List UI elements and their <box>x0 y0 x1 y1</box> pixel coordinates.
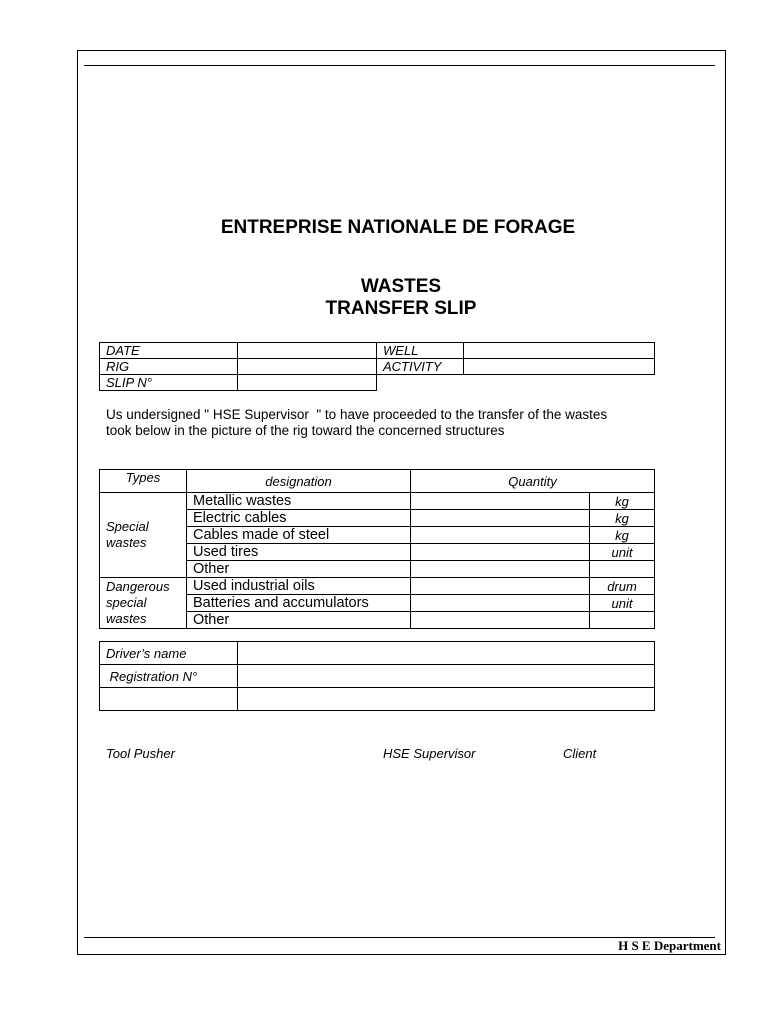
special-label-1: Special <box>106 519 149 534</box>
unit-cell: kg <box>590 493 655 510</box>
dangerous-label-1: Dangerous <box>106 579 170 594</box>
top-rule <box>84 65 715 66</box>
extra-field[interactable] <box>238 688 655 711</box>
well-label: WELL <box>377 343 464 359</box>
empty-cell <box>377 375 655 391</box>
quantity-field[interactable] <box>411 595 590 612</box>
dangerous-wastes-type <box>100 578 187 629</box>
activity-field[interactable] <box>464 359 655 375</box>
quantity-field[interactable] <box>411 544 590 561</box>
quantity-field[interactable] <box>411 510 590 527</box>
quantity-field[interactable] <box>411 493 590 510</box>
waste-table <box>99 469 655 629</box>
driver-table <box>99 641 655 711</box>
designation-cell: Used industrial oils <box>187 578 411 595</box>
designation-cell: Other <box>187 561 411 578</box>
unit-cell: kg <box>590 510 655 527</box>
company-name: ENTREPRISE NATIONALE DE FORAGE <box>220 217 576 238</box>
registration-field[interactable] <box>238 665 655 688</box>
quantity-field[interactable] <box>411 561 590 578</box>
slip-field[interactable] <box>238 375 377 391</box>
info-table <box>99 342 655 391</box>
unit-cell: kg <box>590 527 655 544</box>
form-title-line1: WASTES <box>360 276 442 297</box>
dangerous-label-3: wastes <box>106 611 147 626</box>
rig-label: RIG <box>100 359 238 375</box>
footer-department: H S E Department <box>618 938 721 953</box>
well-field[interactable] <box>464 343 655 359</box>
designation-cell: Other <box>187 612 411 629</box>
date-field[interactable] <box>238 343 377 359</box>
special-label-2: wastes <box>106 535 147 550</box>
statement-line-1: Us undersigned " HSE Supervisor " to have proceeded to the transfer of the wastes <box>106 407 608 422</box>
designation-cell: Used tires <box>187 544 411 561</box>
unit-cell <box>590 612 655 629</box>
quantity-field[interactable] <box>411 612 590 629</box>
unit-cell: unit <box>590 544 655 561</box>
hse-supervisor-signature: HSE Supervisor <box>383 746 476 761</box>
registration-label: Registration N° <box>100 665 238 688</box>
col-types: Types <box>100 470 187 493</box>
tool-pusher-signature: Tool Pusher <box>106 746 175 761</box>
statement <box>106 407 607 439</box>
unit-cell <box>590 561 655 578</box>
driver-label: Driver’s name <box>100 642 238 665</box>
rig-field[interactable] <box>238 359 377 375</box>
special-wastes-type <box>100 493 187 578</box>
designation-cell: Cables made of steel <box>187 527 411 544</box>
client-signature: Client <box>563 746 597 761</box>
designation-cell: Batteries and accumulators <box>187 595 411 612</box>
designation-cell: Electric cables <box>187 510 411 527</box>
statement-line-2: took below in the picture of the rig toward the concerned structures <box>106 423 505 438</box>
extra-label-cell[interactable] <box>100 688 238 711</box>
col-designation: designation <box>187 470 411 493</box>
date-label: DATE <box>100 343 238 359</box>
unit-cell: drum <box>590 578 655 595</box>
col-quantity: Quantity <box>411 470 655 493</box>
form-title-line2: TRANSFER SLIP <box>325 298 477 319</box>
slip-label: SLIP N° <box>100 375 238 391</box>
activity-label: ACTIVITY <box>377 359 464 375</box>
quantity-field[interactable] <box>411 527 590 544</box>
quantity-field[interactable] <box>411 578 590 595</box>
designation-cell: Metallic wastes <box>187 493 411 510</box>
unit-cell: unit <box>590 595 655 612</box>
driver-field[interactable] <box>238 642 655 665</box>
dangerous-label-2: special <box>106 595 147 610</box>
